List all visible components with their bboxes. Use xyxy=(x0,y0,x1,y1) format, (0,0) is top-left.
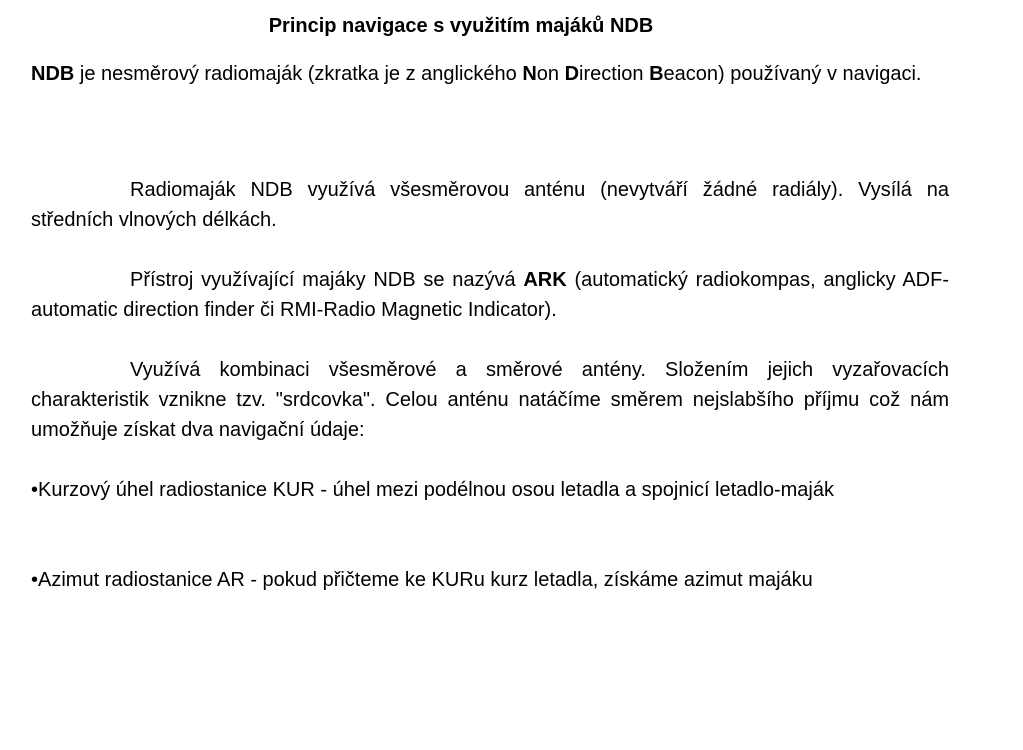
instrument-text-after: (automatický radiokompas, anglicky ADF-automatic direction finder či RMI-Radio Magnetic Indicator). xyxy=(31,269,950,321)
ndb-term: NDB xyxy=(31,63,75,85)
instrument-text-before: Přístroj využívající majáky NDB se nazývá xyxy=(130,269,524,291)
intro-text: je nesměrový radiomaják (zkratka je z anglického xyxy=(74,63,523,85)
acronym-letter-b: B xyxy=(649,63,664,85)
paragraph-antenna: Radiomaják NDB využívá všesměrovou anténu (nevytváří žádné radiály). Vysílá na středních vlnových délkách. xyxy=(31,179,949,231)
acronym-letter-n: N xyxy=(522,63,537,85)
intro-word-eacon: eacon) používaný v navigaci. xyxy=(663,63,922,85)
ark-term: ARK xyxy=(523,269,567,291)
intro-paragraph xyxy=(31,59,949,89)
acronym-letter-d: D xyxy=(564,63,580,85)
bullet-ar: •Azimut radiostanice AR - pokud přičteme ke KURu kurz letadla, získáme azimut majáku xyxy=(31,569,813,591)
paragraph-combination: Využívá kombinaci všesměrové a směrové antény. Složením jejich vyzařovacích charakteristik vznikne tzv. "srdcovka". Celou anténu natáčíme směrem nejslabšího příjmu což nám umožňuje získat dva navigační údaje: xyxy=(31,359,949,441)
bullet-kur: •Kurzový úhel radiostanice KUR - úhel mezi podélnou osou letadla a spojnicí letadlo-maják xyxy=(31,479,834,501)
paragraph-instrument xyxy=(31,265,949,325)
intro-word-irection: irection xyxy=(579,63,650,85)
page-title: Princip navigace s využitím majáků NDB xyxy=(268,15,654,37)
intro-word-on: on xyxy=(536,63,565,85)
